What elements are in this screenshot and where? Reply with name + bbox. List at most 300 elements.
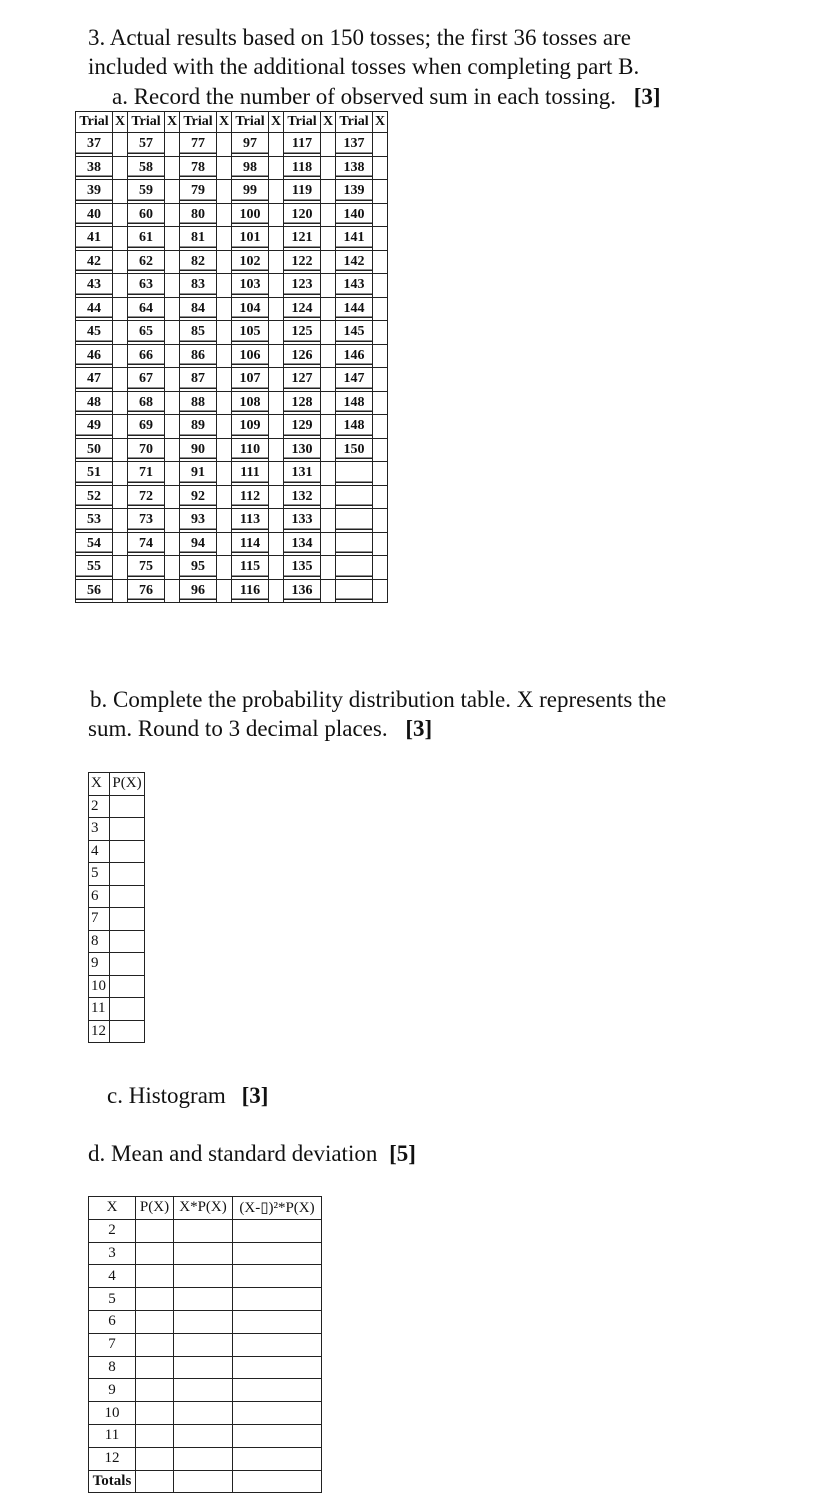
trial-number-cell: 88 <box>180 391 217 415</box>
sum-entry-cell[interactable] <box>113 297 128 321</box>
xpx-entry-cell[interactable] <box>174 1242 233 1265</box>
trial-number-cell: 96 <box>180 579 217 603</box>
sum-entry-cell[interactable] <box>321 156 336 180</box>
sum-entry-cell[interactable] <box>321 180 336 204</box>
sum-entry-cell[interactable] <box>165 250 180 274</box>
header-trial: Trial <box>76 112 113 133</box>
xpx-entry-cell[interactable] <box>174 1379 233 1402</box>
trial-number-cell: 127 <box>284 368 321 392</box>
sum-entry-cell[interactable] <box>269 227 284 251</box>
sum-entry-cell[interactable] <box>113 133 128 157</box>
x-value-cell: 3 <box>89 1242 136 1265</box>
sum-entry-cell[interactable] <box>269 391 284 415</box>
sum-entry-cell[interactable] <box>113 485 128 509</box>
trial-number-cell: 71 <box>128 462 165 486</box>
x-value-cell: 5 <box>89 863 110 886</box>
trial-number-cell: 98 <box>232 156 269 180</box>
px-entry-cell[interactable] <box>136 1219 174 1242</box>
trial-number-cell: 134 <box>284 532 321 556</box>
xpx-entry-cell[interactable] <box>174 1356 233 1379</box>
sum-entry-cell[interactable] <box>165 274 180 298</box>
x-value-cell: 6 <box>89 885 110 908</box>
trial-number-cell: 72 <box>128 485 165 509</box>
sum-entry-cell[interactable] <box>373 203 388 227</box>
trial-number-cell: 124 <box>284 297 321 321</box>
part-c-heading <box>107 1081 268 1110</box>
table-row <box>89 1379 322 1402</box>
sum-entry-cell[interactable] <box>321 227 336 251</box>
sum-entry-cell[interactable] <box>217 368 232 392</box>
sum-entry-cell[interactable] <box>269 462 284 486</box>
variance-entry-cell[interactable] <box>233 1288 322 1311</box>
sum-entry-cell[interactable] <box>373 156 388 180</box>
table-row <box>76 321 388 345</box>
part-c-points: [3] <box>241 1083 269 1108</box>
trial-number-cell: 94 <box>180 532 217 556</box>
trial-number-cell: 107 <box>232 368 269 392</box>
probability-entry-cell[interactable] <box>110 908 145 931</box>
probability-entry-cell[interactable] <box>110 795 145 818</box>
header-x: X <box>217 112 232 133</box>
sum-entry-cell[interactable] <box>269 579 284 603</box>
sum-entry-cell[interactable] <box>165 532 180 556</box>
sum-entry-cell[interactable] <box>113 227 128 251</box>
trial-number-cell: 114 <box>232 532 269 556</box>
sum-entry-cell[interactable] <box>113 203 128 227</box>
header-trial: Trial <box>180 112 217 133</box>
trial-number-cell: 102 <box>232 250 269 274</box>
sum-entry-cell[interactable] <box>217 415 232 439</box>
trial-number-cell: 56 <box>76 579 113 603</box>
trial-number-cell: 57 <box>128 133 165 157</box>
sum-entry-cell[interactable] <box>321 297 336 321</box>
sum-entry-cell[interactable] <box>217 297 232 321</box>
trial-number-cell: 150 <box>336 438 373 462</box>
sum-entry-cell[interactable] <box>217 227 232 251</box>
trial-number-cell: 147 <box>336 368 373 392</box>
trial-number-cell: 70 <box>128 438 165 462</box>
table-row <box>89 1288 322 1311</box>
sum-entry-cell[interactable] <box>373 321 388 345</box>
sum-entry-cell[interactable] <box>217 462 232 486</box>
sum-entry-cell[interactable] <box>269 368 284 392</box>
sum-entry-cell[interactable] <box>321 509 336 533</box>
x-value-cell: 9 <box>89 1379 136 1402</box>
sum-entry-cell[interactable] <box>321 438 336 462</box>
sum-entry-cell[interactable] <box>217 579 232 603</box>
sum-entry-cell[interactable] <box>269 509 284 533</box>
xpx-entry-cell[interactable] <box>174 1402 233 1425</box>
sum-entry-cell[interactable] <box>113 250 128 274</box>
trial-number-cell: 41 <box>76 227 113 251</box>
xpx-entry-cell[interactable] <box>174 1447 233 1470</box>
trial-table-header <box>76 112 388 133</box>
sum-entry-cell[interactable] <box>269 321 284 345</box>
px-entry-cell[interactable] <box>136 1356 174 1379</box>
trial-number-cell: 137 <box>336 133 373 157</box>
trial-number-cell: 141 <box>336 227 373 251</box>
part-d-text: d. Mean and standard deviation <box>88 1141 378 1166</box>
sum-entry-cell[interactable] <box>321 274 336 298</box>
sum-entry-cell[interactable] <box>269 133 284 157</box>
variance-entry-cell[interactable] <box>233 1356 322 1379</box>
table-row <box>89 1020 145 1043</box>
variance-entry-cell[interactable] <box>233 1379 322 1402</box>
trial-number-cell: 87 <box>180 368 217 392</box>
probability-entry-cell[interactable] <box>110 818 145 841</box>
sum-entry-cell[interactable] <box>269 203 284 227</box>
trial-number-cell: 62 <box>128 250 165 274</box>
sum-entry-cell[interactable] <box>373 344 388 368</box>
sum-entry-cell[interactable] <box>269 297 284 321</box>
sum-entry-cell[interactable] <box>269 250 284 274</box>
probability-distribution-table <box>88 772 145 1043</box>
table-row <box>89 1424 322 1447</box>
variance-entry-cell[interactable] <box>233 1219 322 1242</box>
sum-entry-cell[interactable] <box>113 462 128 486</box>
probability-entry-cell[interactable] <box>110 1020 145 1043</box>
sum-entry-cell[interactable] <box>165 391 180 415</box>
probability-entry-cell[interactable] <box>110 840 145 863</box>
sum-entry-cell[interactable] <box>113 532 128 556</box>
variance-total-cell[interactable] <box>233 1470 322 1493</box>
px-entry-cell[interactable] <box>136 1265 174 1288</box>
xpx-entry-cell[interactable] <box>174 1288 233 1311</box>
sum-entry-cell[interactable] <box>165 579 180 603</box>
table-row <box>89 1333 322 1356</box>
probability-entry-cell[interactable] <box>110 930 145 953</box>
variance-entry-cell[interactable] <box>233 1424 322 1447</box>
header-trial: Trial <box>128 112 165 133</box>
trial-number-cell: 144 <box>336 297 373 321</box>
sum-entry-cell[interactable] <box>113 556 128 580</box>
x-value-cell: 10 <box>89 975 110 998</box>
trial-number-cell <box>336 556 373 580</box>
sum-entry-cell[interactable] <box>373 180 388 204</box>
sum-entry-cell[interactable] <box>113 415 128 439</box>
sum-entry-cell[interactable] <box>321 415 336 439</box>
sum-entry-cell[interactable] <box>373 415 388 439</box>
sum-entry-cell[interactable] <box>113 368 128 392</box>
variance-entry-cell[interactable] <box>233 1310 322 1333</box>
trial-number-cell: 148 <box>336 415 373 439</box>
trial-number-cell: 118 <box>284 156 321 180</box>
sum-entry-cell[interactable] <box>373 391 388 415</box>
trial-number-cell: 146 <box>336 344 373 368</box>
px-total-cell[interactable] <box>136 1470 174 1493</box>
trial-number-cell: 76 <box>128 579 165 603</box>
sum-entry-cell[interactable] <box>217 133 232 157</box>
sum-entry-cell[interactable] <box>113 438 128 462</box>
trial-number-cell: 52 <box>76 485 113 509</box>
trial-number-cell: 101 <box>232 227 269 251</box>
sum-entry-cell[interactable] <box>165 133 180 157</box>
sum-entry-cell[interactable] <box>217 532 232 556</box>
trial-number-cell: 74 <box>128 532 165 556</box>
sum-entry-cell[interactable] <box>269 344 284 368</box>
sum-entry-cell[interactable] <box>373 579 388 603</box>
sum-entry-cell[interactable] <box>269 180 284 204</box>
trial-number-cell: 59 <box>128 180 165 204</box>
sum-entry-cell[interactable] <box>165 485 180 509</box>
trial-number-cell: 112 <box>232 485 269 509</box>
trial-number-cell: 110 <box>232 438 269 462</box>
sum-entry-cell[interactable] <box>269 274 284 298</box>
intro-line-1: 3. Actual results based on 150 tosses; the first 36 tosses are <box>88 25 631 50</box>
trial-number-cell: 84 <box>180 297 217 321</box>
part-d-points: [5] <box>389 1141 416 1166</box>
xpx-entry-cell[interactable] <box>174 1219 233 1242</box>
x-value-cell: 3 <box>89 818 110 841</box>
sum-entry-cell[interactable] <box>165 462 180 486</box>
trial-number-cell: 86 <box>180 344 217 368</box>
table-row <box>89 975 145 998</box>
variance-entry-cell[interactable] <box>233 1447 322 1470</box>
trial-number-cell: 73 <box>128 509 165 533</box>
sum-entry-cell[interactable] <box>113 321 128 345</box>
table-row <box>89 1219 322 1242</box>
sum-entry-cell[interactable] <box>373 250 388 274</box>
sum-entry-cell[interactable] <box>269 156 284 180</box>
x-value-cell: 7 <box>89 1333 136 1356</box>
x-value-cell: 2 <box>89 1219 136 1242</box>
header-trial: Trial <box>284 112 321 133</box>
trial-number-cell: 103 <box>232 274 269 298</box>
sum-entry-cell[interactable] <box>165 438 180 462</box>
probability-entry-cell[interactable] <box>110 885 145 908</box>
sum-entry-cell[interactable] <box>217 509 232 533</box>
sum-entry-cell[interactable] <box>321 321 336 345</box>
trial-number-cell: 83 <box>180 274 217 298</box>
trial-number-cell: 44 <box>76 297 113 321</box>
sum-entry-cell[interactable] <box>373 509 388 533</box>
sum-entry-cell[interactable] <box>269 556 284 580</box>
variance-entry-cell[interactable] <box>233 1265 322 1288</box>
trial-number-cell: 99 <box>232 180 269 204</box>
px-entry-cell[interactable] <box>136 1288 174 1311</box>
table-row <box>76 556 388 580</box>
sum-entry-cell[interactable] <box>321 485 336 509</box>
sum-entry-cell[interactable] <box>217 321 232 345</box>
sum-entry-cell[interactable] <box>321 391 336 415</box>
sum-entry-cell[interactable] <box>373 133 388 157</box>
variance-entry-cell[interactable] <box>233 1333 322 1356</box>
trial-number-cell: 49 <box>76 415 113 439</box>
trial-number-cell <box>336 509 373 533</box>
trial-number-cell: 54 <box>76 532 113 556</box>
sum-entry-cell[interactable] <box>321 250 336 274</box>
px-entry-cell[interactable] <box>136 1310 174 1333</box>
header-x: X <box>165 112 180 133</box>
px-entry-cell[interactable] <box>136 1379 174 1402</box>
table-row <box>76 391 388 415</box>
sum-entry-cell[interactable] <box>269 415 284 439</box>
trial-number-cell: 48 <box>76 391 113 415</box>
x-value-cell: 12 <box>89 1020 110 1043</box>
px-entry-cell[interactable] <box>136 1447 174 1470</box>
part-b-points: [3] <box>405 716 433 741</box>
px-entry-cell[interactable] <box>136 1402 174 1425</box>
trial-results-table <box>75 111 388 603</box>
sum-entry-cell[interactable] <box>373 532 388 556</box>
table-row <box>89 863 145 886</box>
px-entry-cell[interactable] <box>136 1333 174 1356</box>
sum-entry-cell[interactable] <box>165 180 180 204</box>
px-entry-cell[interactable] <box>136 1242 174 1265</box>
trial-number-cell: 120 <box>284 203 321 227</box>
sum-entry-cell[interactable] <box>217 485 232 509</box>
sum-entry-cell[interactable] <box>373 485 388 509</box>
table-row <box>89 1402 322 1425</box>
trial-number-cell: 122 <box>284 250 321 274</box>
probability-entry-cell[interactable] <box>110 975 145 998</box>
xpx-entry-cell[interactable] <box>174 1333 233 1356</box>
part-a-heading <box>112 82 661 111</box>
table-row <box>76 250 388 274</box>
sum-entry-cell[interactable] <box>321 532 336 556</box>
sum-entry-cell[interactable] <box>113 344 128 368</box>
sum-entry-cell[interactable] <box>217 250 232 274</box>
probability-entry-cell[interactable] <box>110 863 145 886</box>
sum-entry-cell[interactable] <box>373 556 388 580</box>
table-row <box>89 1310 322 1333</box>
trial-number-cell: 129 <box>284 415 321 439</box>
trial-number-cell: 132 <box>284 485 321 509</box>
trial-number-cell: 55 <box>76 556 113 580</box>
sum-entry-cell[interactable] <box>373 227 388 251</box>
variance-entry-cell[interactable] <box>233 1242 322 1265</box>
sum-entry-cell[interactable] <box>269 532 284 556</box>
trial-number-cell: 45 <box>76 321 113 345</box>
mean-table-body <box>89 1219 322 1493</box>
sum-entry-cell[interactable] <box>165 415 180 439</box>
sum-entry-cell[interactable] <box>165 297 180 321</box>
sum-entry-cell[interactable] <box>113 156 128 180</box>
sum-entry-cell[interactable] <box>217 391 232 415</box>
sum-entry-cell[interactable] <box>113 274 128 298</box>
mean-table-header <box>89 1197 322 1220</box>
trial-number-cell: 60 <box>128 203 165 227</box>
sum-entry-cell[interactable] <box>217 438 232 462</box>
trial-number-cell: 109 <box>232 415 269 439</box>
trial-number-cell <box>336 462 373 486</box>
sum-entry-cell[interactable] <box>321 462 336 486</box>
table-row <box>76 344 388 368</box>
probability-entry-cell[interactable] <box>110 998 145 1021</box>
sum-entry-cell[interactable] <box>373 438 388 462</box>
sum-entry-cell[interactable] <box>217 180 232 204</box>
trial-number-cell: 130 <box>284 438 321 462</box>
trial-number-cell: 51 <box>76 462 113 486</box>
sum-entry-cell[interactable] <box>165 344 180 368</box>
part-b-line-2 <box>88 714 432 743</box>
header-x: X <box>269 112 284 133</box>
trial-number-cell: 142 <box>336 250 373 274</box>
sum-entry-cell[interactable] <box>269 485 284 509</box>
table-row <box>76 297 388 321</box>
trial-number-cell: 68 <box>128 391 165 415</box>
sum-entry-cell[interactable] <box>217 556 232 580</box>
header-x: X <box>113 112 128 133</box>
table-row <box>76 133 388 157</box>
sum-entry-cell[interactable] <box>217 203 232 227</box>
px-entry-cell[interactable] <box>136 1424 174 1447</box>
sum-entry-cell[interactable] <box>269 438 284 462</box>
sum-entry-cell[interactable] <box>165 368 180 392</box>
xpx-entry-cell[interactable] <box>174 1310 233 1333</box>
sum-entry-cell[interactable] <box>321 133 336 157</box>
table-row <box>76 274 388 298</box>
sum-entry-cell[interactable] <box>321 368 336 392</box>
probability-entry-cell[interactable] <box>110 953 145 976</box>
sum-entry-cell[interactable] <box>113 391 128 415</box>
sum-entry-cell[interactable] <box>165 203 180 227</box>
trial-number-cell: 80 <box>180 203 217 227</box>
xpx-total-cell[interactable] <box>174 1470 233 1493</box>
trial-number-cell: 95 <box>180 556 217 580</box>
xpx-entry-cell[interactable] <box>174 1424 233 1447</box>
trial-number-cell: 104 <box>232 297 269 321</box>
table-row <box>76 203 388 227</box>
sum-entry-cell[interactable] <box>373 274 388 298</box>
trial-number-cell: 63 <box>128 274 165 298</box>
trial-number-cell: 92 <box>180 485 217 509</box>
trial-number-cell: 66 <box>128 344 165 368</box>
trial-number-cell: 65 <box>128 321 165 345</box>
table-row <box>89 1242 322 1265</box>
sum-entry-cell[interactable] <box>373 297 388 321</box>
table-row <box>76 156 388 180</box>
sum-entry-cell[interactable] <box>373 462 388 486</box>
table-row <box>76 462 388 486</box>
totals-label: Totals <box>89 1470 136 1493</box>
part-a-text: a. Record the number of observed sum in each tossing. <box>112 84 616 109</box>
table-row <box>76 415 388 439</box>
trial-number-cell: 61 <box>128 227 165 251</box>
sum-entry-cell[interactable] <box>113 509 128 533</box>
table-row <box>76 532 388 556</box>
sum-entry-cell[interactable] <box>321 203 336 227</box>
sum-entry-cell[interactable] <box>321 556 336 580</box>
sum-entry-cell[interactable] <box>321 579 336 603</box>
variance-entry-cell[interactable] <box>233 1402 322 1425</box>
sum-entry-cell[interactable] <box>165 509 180 533</box>
sum-entry-cell[interactable] <box>165 227 180 251</box>
mean-header-px: P(X) <box>136 1197 174 1220</box>
trial-number-cell: 82 <box>180 250 217 274</box>
trial-number-cell: 133 <box>284 509 321 533</box>
sum-entry-cell[interactable] <box>217 274 232 298</box>
sum-entry-cell[interactable] <box>113 579 128 603</box>
header-trial: Trial <box>232 112 269 133</box>
trial-number-cell: 93 <box>180 509 217 533</box>
sum-entry-cell[interactable] <box>373 368 388 392</box>
sum-entry-cell[interactable] <box>113 180 128 204</box>
trial-number-cell: 128 <box>284 391 321 415</box>
sum-entry-cell[interactable] <box>165 321 180 345</box>
xpx-entry-cell[interactable] <box>174 1265 233 1288</box>
trial-number-cell: 38 <box>76 156 113 180</box>
sum-entry-cell[interactable] <box>217 156 232 180</box>
trial-number-cell: 50 <box>76 438 113 462</box>
sum-entry-cell[interactable] <box>165 556 180 580</box>
sum-entry-cell[interactable] <box>165 156 180 180</box>
table-row <box>89 1447 322 1470</box>
sum-entry-cell[interactable] <box>217 344 232 368</box>
sum-entry-cell[interactable] <box>321 344 336 368</box>
table-row <box>76 180 388 204</box>
trial-number-cell: 148 <box>336 391 373 415</box>
